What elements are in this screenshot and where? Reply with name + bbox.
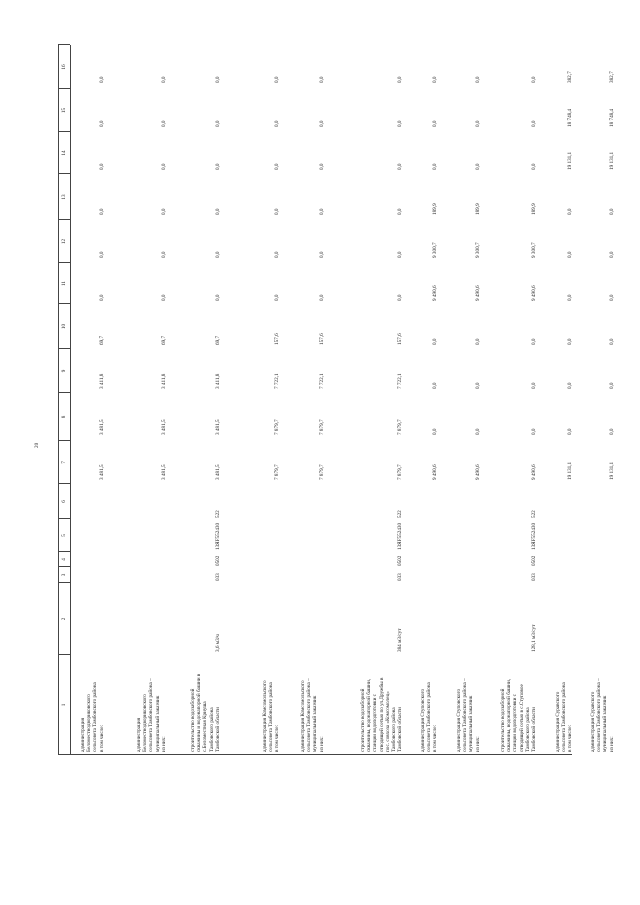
cell-value: 18 748,4 xyxy=(608,108,615,127)
row-description-line: Беломестнодвориковского xyxy=(142,694,149,752)
cell-value: 0,0 xyxy=(214,294,221,301)
cell-value: 0,0 xyxy=(567,294,574,301)
cell-value: 3 481,5 xyxy=(98,419,105,435)
row-description-line: Тамбовского района xyxy=(391,707,397,752)
cell-value: 0,0 xyxy=(567,251,574,258)
cell-value: 13ЯF552430 xyxy=(397,522,404,550)
cell-value: 0,0 xyxy=(274,163,281,170)
row-description-line: сельсовета Тамбовского района xyxy=(92,682,99,752)
cell-value: 9 490,6 xyxy=(531,285,537,301)
row-description-line: администрация Комсомольского xyxy=(262,680,268,752)
column-header-number: 8 xyxy=(61,415,67,419)
row-description-line: сельсовета Тамбовского района xyxy=(561,682,568,752)
cell-value: 0,0 xyxy=(274,208,281,215)
cell-value: 0502 xyxy=(531,555,537,566)
row-description-line: администрация Ступовского xyxy=(420,688,426,752)
cell-value: 0,0 xyxy=(474,163,481,170)
cell-value: 0,0 xyxy=(531,428,537,435)
cell-value: 7 879,7 xyxy=(274,419,281,435)
row-description-line: администрация xyxy=(136,717,142,752)
cell-value: 0,0 xyxy=(531,382,537,389)
row-description-line: строительство водозаборной xyxy=(190,688,196,752)
cell-value: 69,7 xyxy=(214,335,221,345)
header-top-line xyxy=(58,45,59,755)
cell-value: 9 490,6 xyxy=(474,464,481,480)
cell-value: 3 411,8 xyxy=(160,373,167,389)
cell-value: 0,0 xyxy=(214,120,221,127)
cell-value: 0,0 xyxy=(531,76,537,83)
cell-value: 0,0 xyxy=(474,338,481,345)
column-header-number: 1 xyxy=(61,703,67,707)
row-description-line: станции водоподготовки с xyxy=(372,694,379,752)
row-description-line: из них: xyxy=(608,736,615,752)
header-bottom-line xyxy=(70,45,71,755)
cell-value: 0,0 xyxy=(567,428,574,435)
cell-value: 0,0 xyxy=(274,76,281,83)
row-description-line: администрация Ступовского xyxy=(456,688,462,752)
cell-value: 0,0 xyxy=(531,338,537,345)
row-description-line: муниципальный заказчик xyxy=(602,695,609,752)
cell-value: 0,0 xyxy=(567,208,574,215)
cell-value: 384 м3/сут xyxy=(397,628,404,652)
column-header-number: 10 xyxy=(61,323,67,330)
column-header-number: 7 xyxy=(61,461,67,464)
row-description-line: скважины, водонапорной башни, xyxy=(506,678,513,752)
cell-value: 0,0 xyxy=(608,338,615,345)
cell-value: 0,0 xyxy=(474,120,481,127)
row-description-line: сельсовета Тамбовского района – xyxy=(148,678,155,752)
cell-value: 0,0 xyxy=(432,428,439,435)
cell-value: 157,6 xyxy=(318,333,325,345)
cell-value: 0,0 xyxy=(160,208,167,215)
cell-value: 382,7 xyxy=(567,71,574,83)
cell-value: 0,0 xyxy=(318,120,325,127)
cell-value: 0,0 xyxy=(160,120,167,127)
row-description-line: из них: xyxy=(160,736,167,752)
cell-value: 19 131,1 xyxy=(608,461,615,480)
cell-value: 13ЯF552430 xyxy=(214,522,221,550)
row-description-line: отводящей сетью по ул.Дружбы в xyxy=(378,677,385,752)
cell-value: 69,7 xyxy=(98,335,105,345)
cell-value: 3 481,5 xyxy=(160,419,167,435)
cell-value: 13ЯF552430 xyxy=(531,522,537,550)
cell-value: 0,0 xyxy=(160,251,167,258)
row-description-line: из них: xyxy=(318,736,325,752)
cell-value: 0,0 xyxy=(318,251,325,258)
column-header-number: 16 xyxy=(61,64,67,70)
cell-value: 0,0 xyxy=(214,163,221,170)
cell-value: 0,0 xyxy=(474,76,481,83)
cell-value: 0,0 xyxy=(318,76,325,83)
cell-value: 9 300,7 xyxy=(531,242,537,258)
row-description-line: муниципальный заказчик xyxy=(154,695,161,752)
row-description-line: скважины и водонапорной башни в xyxy=(196,673,203,752)
cell-value: 0,0 xyxy=(432,120,439,127)
cell-value: 0,0 xyxy=(567,338,574,345)
cell-value: 0,0 xyxy=(432,163,439,170)
cell-value: 0,0 xyxy=(274,120,281,127)
row-description-line: Беломестнодвориковского xyxy=(86,694,93,752)
cell-value: 0,0 xyxy=(397,251,404,258)
cell-value: 3 481,5 xyxy=(214,464,221,480)
row-description-line: в том числе: xyxy=(432,724,439,752)
column-header-number: 15 xyxy=(61,107,67,114)
cell-value: 18 748,4 xyxy=(567,108,574,127)
row-description-line: в том числе: xyxy=(274,724,281,752)
cell-value: 0502 xyxy=(214,555,221,566)
cell-value: 522 xyxy=(214,510,221,518)
cell-value: 0,0 xyxy=(397,208,404,215)
row-description-line: с.Беломестная Криуша xyxy=(202,701,209,752)
column-header-number: 4 xyxy=(61,558,67,561)
row-description-line: отводящей сетью в с.Ступовое xyxy=(518,684,525,752)
row-description-line: строительство водозаборной xyxy=(360,688,366,752)
cell-value: 157,6 xyxy=(397,333,404,345)
cell-value: 0,0 xyxy=(567,382,574,389)
cell-value: 3 481,5 xyxy=(214,419,221,435)
column-header-number: 11 xyxy=(61,281,67,286)
cell-value: 157,6 xyxy=(274,333,281,345)
cell-value: 0,0 xyxy=(608,208,615,215)
cell-value: 0,0 xyxy=(432,76,439,83)
cell-value: 0,0 xyxy=(214,208,221,215)
cell-value: 3 411,8 xyxy=(214,373,221,389)
cell-value: 382,7 xyxy=(608,71,615,83)
row-description-line: в том числе: xyxy=(567,724,574,752)
cell-value: 7 722,1 xyxy=(318,373,325,389)
cell-value: 0,0 xyxy=(608,251,615,258)
cell-value: 0,0 xyxy=(397,163,404,170)
cell-value: 3 481,5 xyxy=(160,464,167,480)
row-description-line: пос. совхоза «Комсомолец» xyxy=(384,691,391,752)
cell-value: 3 411,8 xyxy=(98,373,105,389)
row-description-line: муниципальный заказчик xyxy=(312,695,319,752)
cell-value: 189,9 xyxy=(474,203,481,215)
cell-value: 19 131,1 xyxy=(567,151,574,170)
cell-value: 9 300,7 xyxy=(432,242,439,258)
cell-value: 033 xyxy=(397,573,404,581)
row-description-line: станции водоподготовки с xyxy=(512,694,519,752)
row-description-line: муниципальный заказчик xyxy=(468,695,475,752)
cell-value: 0,0 xyxy=(608,294,615,301)
column-header-number: 6 xyxy=(61,500,67,503)
cell-value: 522 xyxy=(531,510,537,518)
cell-value: 19 131,1 xyxy=(567,461,574,480)
cell-value: 0,0 xyxy=(432,382,439,389)
row-description-line: сельсовета Тамбовского района – xyxy=(596,678,603,752)
cell-value: 9 490,6 xyxy=(474,285,481,301)
cell-value: 0,0 xyxy=(98,208,105,215)
cell-value: 0,0 xyxy=(608,382,615,389)
cell-value: 0,0 xyxy=(214,76,221,83)
page-number: 20 xyxy=(34,442,40,448)
row-description-line: Тамбовского района xyxy=(524,707,531,752)
cell-value: 189,9 xyxy=(531,203,537,215)
column-header-number: 12 xyxy=(61,238,67,245)
row-description-line: администрация Суравского xyxy=(590,691,596,752)
cell-value: 0,0 xyxy=(318,208,325,215)
row-description-line: сельсовета Тамбовского района xyxy=(268,682,275,752)
row-description-line: сельсовета Тамбовского района – xyxy=(306,678,313,752)
cell-value: 0,0 xyxy=(98,294,105,301)
cell-value: 9 490,6 xyxy=(432,285,439,301)
table-left-border xyxy=(58,754,572,755)
cell-value: 3 481,5 xyxy=(98,464,105,480)
cell-value: 033 xyxy=(531,573,537,581)
cell-value: 0,0 xyxy=(160,294,167,301)
cell-value: 0502 xyxy=(397,555,404,566)
row-description-line: скважины, водонапорной башни, xyxy=(366,678,373,752)
cell-value: 0,0 xyxy=(531,163,537,170)
row-description-line: администрация Суравского xyxy=(555,691,561,752)
row-description-line: сельсовета Тамбовского района – xyxy=(462,678,469,752)
cell-value: 033 xyxy=(214,573,221,581)
column-header-number: 5 xyxy=(61,534,67,537)
cell-value: 128,1 м3/сут xyxy=(531,624,537,652)
cell-value: 0,0 xyxy=(160,76,167,83)
cell-value: 0,0 xyxy=(274,251,281,258)
row-description-line: Тамбовского района xyxy=(208,707,215,752)
cell-value: 522 xyxy=(397,510,404,518)
cell-value: 9 490,6 xyxy=(432,464,439,480)
column-header-number: 14 xyxy=(61,150,67,156)
cell-value: 0,0 xyxy=(474,428,481,435)
cell-value: 7 722,1 xyxy=(274,373,281,389)
cell-value: 0,0 xyxy=(98,120,105,127)
cell-value: 69,7 xyxy=(160,335,167,345)
cell-value: 3,6 м3/ч xyxy=(214,634,221,652)
cell-value: 0,0 xyxy=(160,163,167,170)
cell-value: 0,0 xyxy=(98,251,105,258)
cell-value: 7 879,7 xyxy=(318,464,325,480)
cell-value: 9 490,6 xyxy=(531,464,537,480)
row-description-line: администрация Комсомольского xyxy=(300,680,306,752)
row-description-line: Тамбовской области xyxy=(531,707,537,752)
row-description-line: строительство водозаборной xyxy=(500,688,506,752)
row-description-line: в том числе: xyxy=(98,724,105,752)
cell-value: 0,0 xyxy=(397,120,404,127)
cell-value: 7 879,7 xyxy=(397,419,404,435)
cell-value: 0,0 xyxy=(318,163,325,170)
row-description-line: из них: xyxy=(474,736,481,752)
column-header-number: 9 xyxy=(61,369,67,373)
cell-value: 9 300,7 xyxy=(474,242,481,258)
cell-value: 189,9 xyxy=(432,203,439,215)
cell-value: 0,0 xyxy=(274,294,281,301)
cell-value: 7 879,7 xyxy=(397,464,404,480)
cell-value: 19 131,1 xyxy=(608,151,615,170)
cell-value: 7 879,7 xyxy=(318,419,325,435)
cell-value: 7 722,1 xyxy=(397,373,404,389)
row-description-line: администрация xyxy=(80,717,86,752)
cell-value: 0,0 xyxy=(608,428,615,435)
column-header-number: 13 xyxy=(61,194,67,200)
cell-value: 0,0 xyxy=(214,251,221,258)
cell-value: 0,0 xyxy=(98,76,105,83)
row-description-line: сельсовета Тамбовского района xyxy=(426,682,433,752)
column-header-number: 2 xyxy=(61,617,67,621)
cell-value: 0,0 xyxy=(397,294,404,301)
cell-value: 0,0 xyxy=(98,163,105,170)
cell-value: 0,0 xyxy=(531,120,537,127)
cell-value: 0,0 xyxy=(474,382,481,389)
cell-value: 0,0 xyxy=(318,294,325,301)
cell-value: 0,0 xyxy=(397,76,404,83)
row-description-line: Тамбовской области xyxy=(214,707,221,752)
row-description-line: Тамбовской области xyxy=(397,707,404,752)
cell-value: 7 879,7 xyxy=(274,464,281,480)
cell-value: 0,0 xyxy=(432,338,439,345)
column-header-number: 3 xyxy=(61,573,67,577)
